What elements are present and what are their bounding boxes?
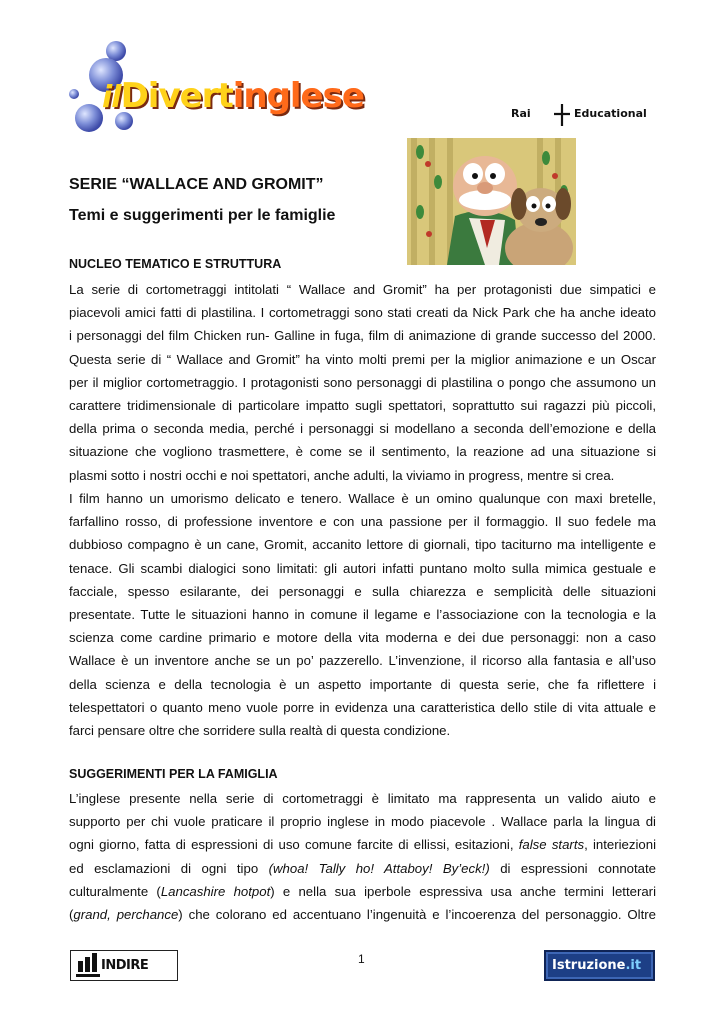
text-line: farci pensare oltre che sorridere sulla realtà di questa condizione. bbox=[69, 722, 451, 738]
text-line: La serie di cortometraggi intitolati “ Wallace and Gromit” ha per protagonisti due simpatici e bbox=[69, 282, 656, 297]
text-line: i personaggi del film Chicken run- Galline in fuga, film di animazione di grande successo del 2000. bbox=[69, 328, 656, 344]
indire-mark-icon bbox=[74, 952, 104, 980]
page-subtitle: Temi e suggerimenti per le famiglie bbox=[69, 207, 336, 224]
text-run: ed esclamazioni di ogni tipo bbox=[69, 860, 269, 876]
paragraph-characters bbox=[69, 487, 656, 742]
text-line: piacevoli amici fatti di plastilina. I cortometraggi sono stati creati da Nick Park che ha anche ideato bbox=[69, 305, 656, 321]
wallace-gromit-photo bbox=[407, 138, 576, 265]
text-line: carattere tridimensionale di particolare impatto sugli spettatori, soprattutto sui ragazzi più piccoli, bbox=[69, 397, 656, 413]
text-line: situazione che vogliono trasmettere, è come se il sentimento, la reazione ad una situazione si bbox=[69, 444, 656, 460]
indire-logo bbox=[70, 950, 178, 981]
text-line bbox=[69, 880, 656, 903]
text-line: supporto per chi vuole praticare il proprio inglese in modo piacevole . Wallace parla la lingua di bbox=[69, 814, 656, 830]
text-line bbox=[69, 903, 656, 926]
italic-term: false starts bbox=[518, 837, 585, 853]
text-line: Questa serie di “ Wallace and Gromit” ha vinto molti premi per la miglior animazione e un Oscar bbox=[69, 351, 656, 367]
text-line: I film hanno un umorismo delicato e tenero. Wallace è un omino qualunque con maxi bretelle, bbox=[69, 491, 656, 506]
page-title: SERIE “WALLACE AND GROMIT” bbox=[69, 176, 324, 193]
text-run: ogni giorno, fatta di espressioni di uso comune farcite di ellissi, esitazioni, bbox=[69, 837, 519, 853]
indire-label: INDIRE bbox=[101, 958, 149, 973]
text-line: della prima o seconda media, perché i personaggi si modellano a seconda dell’emozione e della bbox=[69, 421, 656, 437]
text-line: dubbioso compagno è un cane, Gromit, accanito lettore di giornali, tipo taciturno ma intelligente e bbox=[69, 537, 656, 553]
text-line: Wallace è un inventore anche se un po’ pazzerello. L’invenzione, il ricorso alla fantasia e all’uso bbox=[69, 653, 656, 669]
paragraph-suggestions bbox=[69, 787, 656, 926]
section-heading-suggerimenti: SUGGERIMENTI PER LA FAMIGLIA bbox=[69, 767, 278, 781]
istruzione-name: Istruzione bbox=[552, 958, 626, 973]
italic-term: Lancashire hotpot bbox=[160, 883, 271, 899]
text-run: , interiezioni bbox=[584, 837, 656, 853]
text-run: ) che colorano ed accentuano l’ingenuità e l’incoerenza del personaggio. Oltre bbox=[178, 906, 656, 922]
text-line: telespettatori o quanto meno vuole porre in evidenza una caratteristica dello stile di vita attuale e bbox=[69, 699, 656, 715]
istruzione-tld: .it bbox=[625, 958, 642, 973]
text-line bbox=[69, 857, 656, 880]
text-run: ) e nella sua iperbole espressiva usa anche termini letterari bbox=[270, 883, 656, 899]
divertinglese-logo bbox=[64, 38, 364, 138]
italic-term: (whoa! Tally ho! Attaboy! By’eck!) bbox=[268, 860, 490, 876]
text-line: della scienza e della tecnologia è un aspetto importante di questa serie, che fa riflettere i bbox=[69, 676, 656, 692]
logo-inglese: inglese bbox=[232, 76, 364, 116]
educational-word: Educational bbox=[574, 107, 647, 120]
text-line: presentate. Tutte le situazioni hanno in comune il legame e l’associazione con la tecnologia e la bbox=[69, 606, 656, 622]
page-number: 1 bbox=[358, 952, 365, 966]
italic-term: grand, perchance bbox=[73, 906, 179, 922]
text-line: farfallino rosso, di professione inventore e con una passione per il formaggio. Il suo fedele ma bbox=[69, 514, 656, 530]
rai-arrow-icon bbox=[553, 104, 571, 126]
text-run: di espressioni connotate bbox=[489, 860, 656, 876]
logo-il: il bbox=[102, 80, 121, 115]
text-line: tenace. Gli scambi dialogici sono limitati: gli autori infatti puntano molto sulla mimica gestuale e bbox=[69, 560, 656, 576]
text-line: plasmi sotto i nostri occhi e noi spettatori, anche adulti, la viviamo in progress, mentre si crea. bbox=[69, 467, 615, 483]
text-line bbox=[69, 833, 656, 856]
text-line: scienza come cardine primario e motore della vita moderna e dei due personaggi: non a caso bbox=[69, 630, 656, 646]
paragraph-intro bbox=[69, 278, 656, 487]
istruzione-logo bbox=[544, 950, 655, 981]
text-run: ( bbox=[69, 906, 74, 922]
rai-word: Rai bbox=[511, 107, 531, 120]
text-line: per il miglior cortometraggio. I protagonisti sono personaggi di plastilina o pongo che assumono un bbox=[69, 374, 656, 390]
section-heading-nucleo: NUCLEO TEMATICO E STRUTTURA bbox=[69, 257, 282, 271]
rai-educational-logo bbox=[511, 106, 647, 124]
text-line: L’inglese presente nella serie di cortometraggi è limitato ma rappresenta un valido aiuto e bbox=[69, 791, 656, 806]
logo-divert: Divert bbox=[120, 76, 233, 116]
text-line: facciale, spesso esilarante, dei personaggi e sulla chiarezza e semplicità delle situazioni bbox=[69, 583, 656, 599]
text-run: culturalmente ( bbox=[69, 883, 161, 899]
